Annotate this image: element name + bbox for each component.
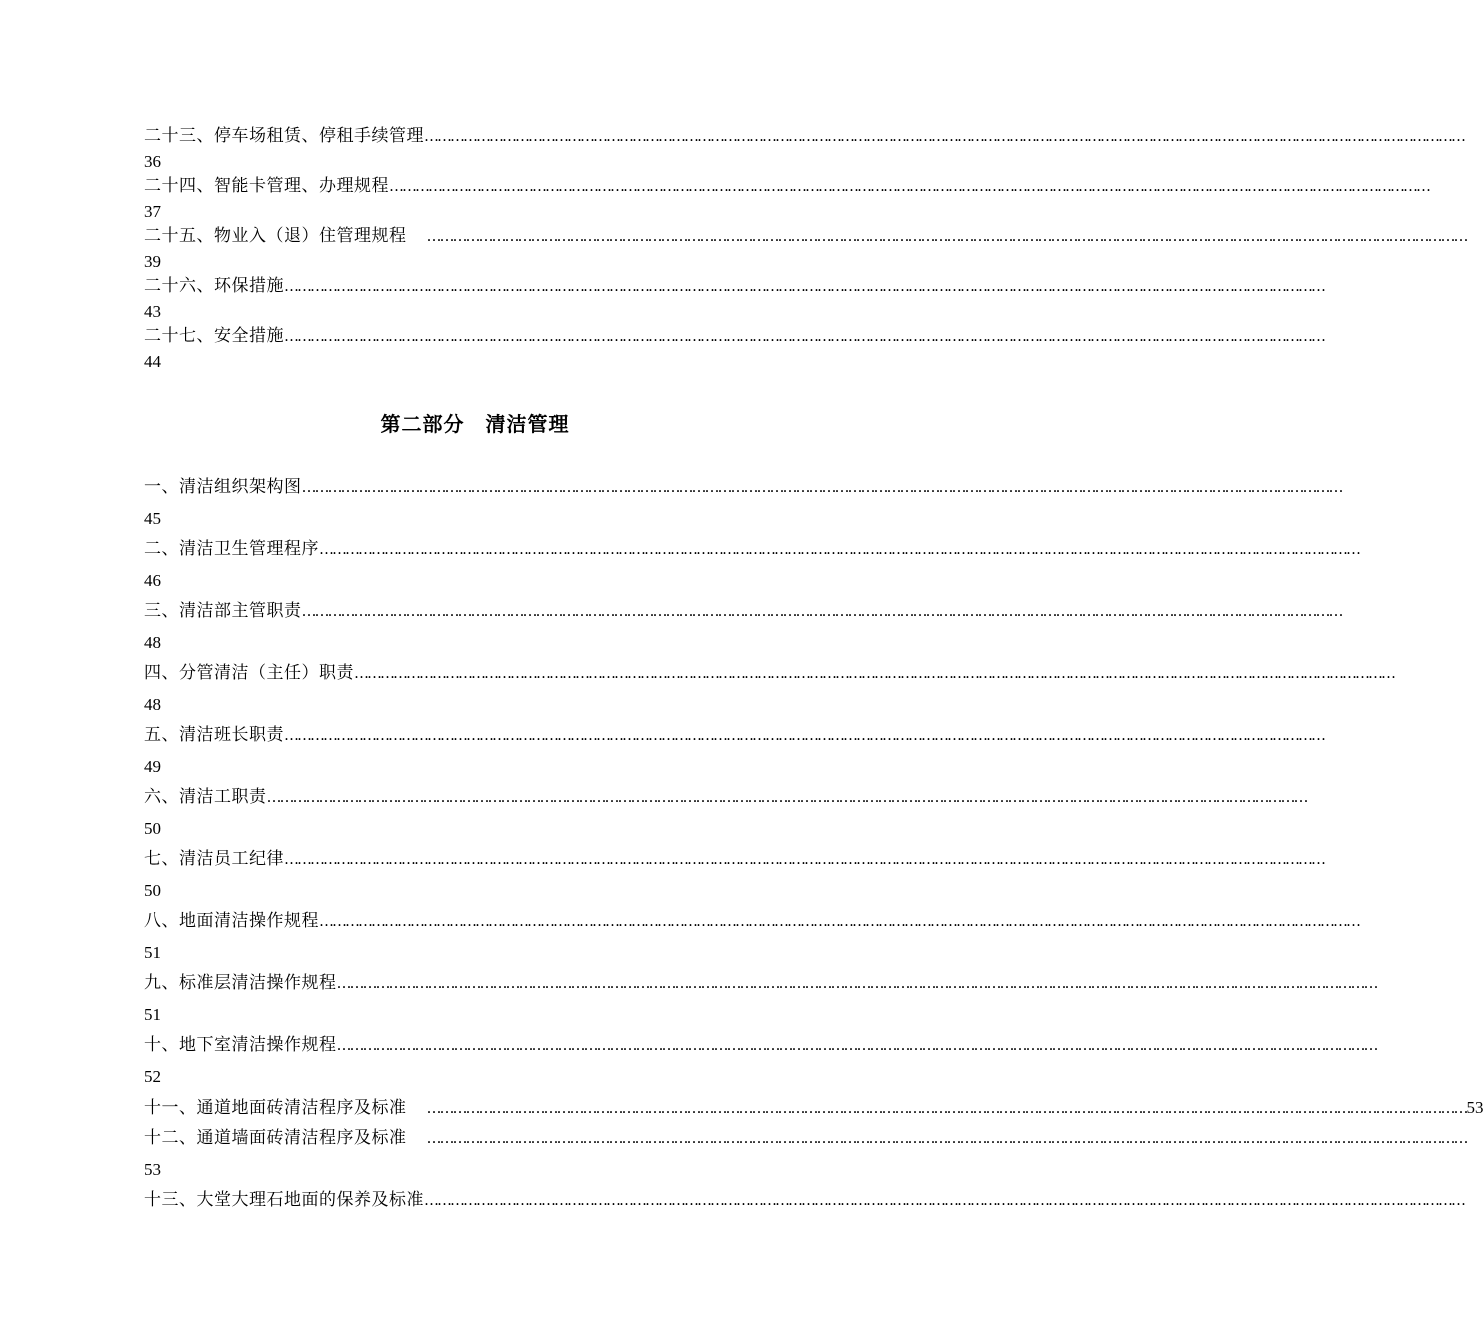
toc-entry-page: 53	[1466, 1098, 1484, 1117]
toc-entry-title: 二十六、环保措施	[144, 276, 284, 296]
toc-entry-title: 十二、通道墙面砖清洁程序及标准	[144, 1128, 407, 1148]
toc-entry-page: 37	[144, 202, 161, 221]
toc-entry-title: 一、清洁组织架构图	[144, 477, 302, 497]
toc-entry-line	[144, 1185, 1464, 1216]
toc-entry	[144, 1092, 1484, 1123]
toc-entry-line	[144, 782, 1307, 813]
toc-entry-title: 二十三、停车场租赁、停租手续管理	[144, 126, 424, 146]
toc-entry-page: 48	[144, 695, 161, 714]
toc-entry-title: 十一、通道地面砖清洁程序及标准	[144, 1098, 407, 1118]
toc-leader-dots: ……………………………………………………………………………………………………………………………………………………………………………………………………………………	[266, 788, 1307, 806]
toc-entry	[144, 1123, 1467, 1185]
toc-entry-line	[144, 274, 1324, 299]
toc-entry	[144, 720, 1324, 782]
toc-entry-title: 二十四、智能卡管理、办理规程	[144, 176, 389, 196]
toc-leader-dots: ……………………………………………………………………………………………………………………………………………………………………………………………………………………	[301, 478, 1342, 496]
toc-entry-line	[144, 1030, 1377, 1061]
toc-leader-dots: ……………………………………………………………………………………………………………………………………………………………………………………………………………………	[284, 277, 1324, 295]
toc-entry-line	[144, 844, 1324, 875]
toc-entry-page: 36	[144, 152, 161, 171]
toc-entry-page: 45	[144, 509, 161, 528]
toc-entry-title: 四、分管清洁（主任）职责	[144, 663, 354, 683]
toc-entry-line	[144, 1092, 1484, 1123]
toc-leader-dots: ……………………………………………………………………………………………………………………………………………………………………………………………………………………	[426, 1099, 1467, 1117]
toc-leader-dots: ……………………………………………………………………………………………………………………………………………………………………………………………………………………	[301, 602, 1342, 620]
toc-entry-line	[144, 658, 1394, 689]
toc-leader-dots: ……………………………………………………………………………………………………………………………………………………………………………………………………………………	[354, 664, 1394, 682]
toc-entry	[144, 274, 1324, 324]
toc-entry-line	[144, 1123, 1467, 1154]
toc-entry-title: 五、清洁班长职责	[144, 725, 284, 745]
toc-entry	[144, 174, 1429, 224]
toc-entry-line	[144, 968, 1377, 999]
toc-leader-dots: ……………………………………………………………………………………………………………………………………………………………………………………………………………………	[424, 1191, 1464, 1209]
toc-entry-page: 48	[144, 633, 161, 652]
toc-entry	[144, 1030, 1377, 1092]
toc-entry-line	[144, 596, 1342, 627]
toc-entry	[144, 658, 1394, 720]
toc-leader-dots: ……………………………………………………………………………………………………………………………………………………………………………………………………………………	[426, 227, 1467, 245]
toc-entry-line	[144, 720, 1324, 751]
toc-entry	[144, 906, 1359, 968]
toc-entry	[144, 124, 1464, 174]
toc-entry-title: 二十七、安全措施	[144, 326, 284, 346]
toc-leader-dots: ……………………………………………………………………………………………………………………………………………………………………………………………………………………	[336, 1036, 1377, 1054]
toc-entry-title: 二、清洁卫生管理程序	[144, 539, 319, 559]
toc-part2	[144, 472, 1484, 1216]
toc-entry-page: 50	[144, 881, 161, 900]
toc-leader-dots: ……………………………………………………………………………………………………………………………………………………………………………………………………………………	[284, 850, 1324, 868]
toc-entry-title: 六、清洁工职责	[144, 787, 267, 807]
toc-entry	[144, 224, 1467, 274]
toc-entry-line	[144, 124, 1464, 149]
toc-leader-dots: ……………………………………………………………………………………………………………………………………………………………………………………………………………………	[319, 912, 1359, 930]
toc-entry-line	[144, 174, 1429, 199]
toc-entry-page: 51	[144, 943, 161, 962]
toc-entry-title: 三、清洁部主管职责	[144, 601, 302, 621]
toc-entry-page: 52	[144, 1067, 161, 1086]
toc-entry	[144, 968, 1377, 1030]
toc-entry-title: 七、清洁员工纪律	[144, 849, 284, 869]
toc-entry-title: 十三、大堂大理石地面的保养及标准	[144, 1190, 424, 1210]
toc-entry-line	[144, 906, 1359, 937]
toc-entry	[144, 534, 1359, 596]
toc-entry-line	[144, 324, 1324, 349]
toc-entry-line	[144, 534, 1359, 565]
toc-part1-tail	[144, 124, 1467, 374]
toc-leader-dots: ……………………………………………………………………………………………………………………………………………………………………………………………………………………	[284, 726, 1324, 744]
toc-leader-dots: ……………………………………………………………………………………………………………………………………………………………………………………………………………………	[336, 974, 1377, 992]
toc-entry-line	[144, 472, 1342, 503]
toc-entry-title: 二十五、物业入（退）住管理规程	[144, 226, 407, 246]
toc-leader-dots: ……………………………………………………………………………………………………………………………………………………………………………………………………………………	[426, 1129, 1467, 1147]
toc-entry-title: 十、地下室清洁操作规程	[144, 1035, 337, 1055]
toc-entry	[144, 324, 1324, 374]
toc-leader-dots: ……………………………………………………………………………………………………………………………………………………………………………………………………………………	[319, 540, 1359, 558]
section-heading: 第二部分 清洁管理	[380, 412, 570, 436]
toc-leader-dots: ……………………………………………………………………………………………………………………………………………………………………………………………………………………	[284, 327, 1324, 345]
toc-entry-page: 46	[144, 571, 161, 590]
toc-leader-dots: ……………………………………………………………………………………………………………………………………………………………………………………………………………………	[389, 177, 1429, 195]
toc-entry-line	[144, 224, 1467, 249]
toc-entry	[144, 844, 1324, 906]
toc-entry-page: 49	[144, 757, 161, 776]
toc-entry-page: 50	[144, 819, 161, 838]
toc-entry-page: 53	[144, 1160, 161, 1179]
toc-entry	[144, 782, 1307, 844]
toc-entry-page: 43	[144, 302, 161, 321]
toc-entry-page: 39	[144, 252, 161, 271]
toc-entry	[144, 472, 1342, 534]
toc-entry	[144, 1185, 1464, 1216]
toc-entry	[144, 596, 1342, 658]
toc-entry-title: 九、标准层清洁操作规程	[144, 973, 337, 993]
toc-entry-page: 51	[144, 1005, 161, 1024]
toc-leader-dots: ……………………………………………………………………………………………………………………………………………………………………………………………………………………	[424, 127, 1464, 145]
toc-entry-title: 八、地面清洁操作规程	[144, 911, 319, 931]
toc-entry-page: 44	[144, 352, 161, 371]
